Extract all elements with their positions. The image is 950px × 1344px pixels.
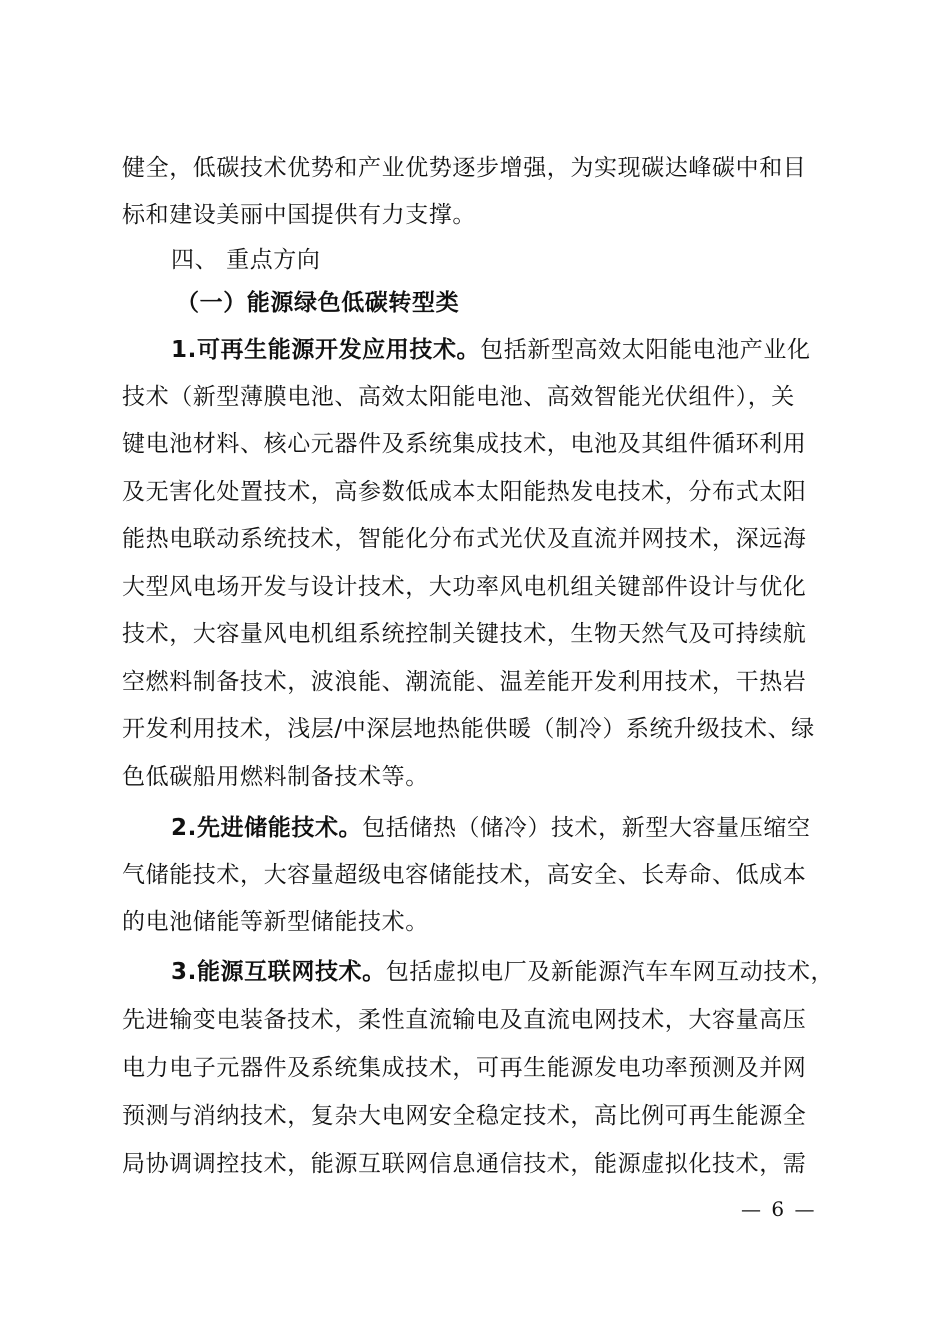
item-2-text: 包括储热（储冷）技术，新型大容量压缩空 [362,815,811,841]
item-3-title: 3.能源互联网技术。 [171,959,386,985]
item-1-line: 技术（新型薄膜电池、高效太阳能电池、高效智能光伏组件），关 [122,384,795,410]
item-3-text: 包括虚拟电厂及新能源汽车车网互动技术， [385,959,835,985]
item-2-first-line [171,813,811,843]
item-2-line: 气储能技术，大容量超级电容储能技术，高安全、长寿命、低成本 [122,862,807,888]
item-3-line: 先进输变电装备技术，柔性直流输电及直流电网技术，大容量高压 [122,1007,807,1033]
item-1-line: 能热电联动系统技术，智能化分布式光伏及直流并网技术，深远海 [122,526,807,552]
item-1-line: 技术，大容量风电机组系统控制关键技术，生物天然气及可持续航 [122,621,807,647]
item-1-title: 1.可再生能源开发应用技术。 [171,337,481,363]
item-1-line: 键电池材料、核心元器件及系统集成技术，电池及其组件循环利用 [122,431,807,457]
item-3-first-line [171,957,834,987]
subsection-heading: （一）能源绿色低碳转型类 [176,290,460,316]
item-1-line: 开发利用技术，浅层/中深层地热能供暖（制冷）系统升级技术、绿 [122,716,815,742]
item-1-line: 大型风电场开发与设计技术，大功率风电机组关键部件设计与优化 [122,574,807,600]
intro-line-2: 标和建设美丽中国提供有力支撑。 [122,202,476,228]
item-3-line: 预测与消纳技术，复杂大电网安全稳定技术，高比例可再生能源全 [122,1103,807,1129]
item-3-line: 电力电子元器件及系统集成技术，可再生能源发电功率预测及并网 [122,1055,807,1081]
item-1-first-line [171,335,811,365]
item-1-line: 及无害化处置技术，高参数低成本太阳能热发电技术，分布式太阳 [122,479,807,505]
item-1-line: 色低碳船用燃料制备技术等。 [122,764,429,790]
item-2-line: 的电池储能等新型储能技术。 [122,909,429,935]
intro-line-1: 健全，低碳技术优势和产业优势逐步增强，为实现碳达峰碳中和目 [122,155,807,181]
page-number: — 6 — [741,1197,817,1221]
item-2-title: 2.先进储能技术。 [171,815,363,841]
item-1-text: 包括新型高效太阳能电池产业化 [480,337,811,363]
item-1-line: 空燃料制备技术，波浪能、潮流能、温差能开发利用技术，干热岩 [122,669,807,695]
section-heading: 四、 重点方向 [171,247,321,273]
item-3-line: 局协调调控技术，能源互联网信息通信技术，能源虚拟化技术，需 [122,1151,807,1177]
